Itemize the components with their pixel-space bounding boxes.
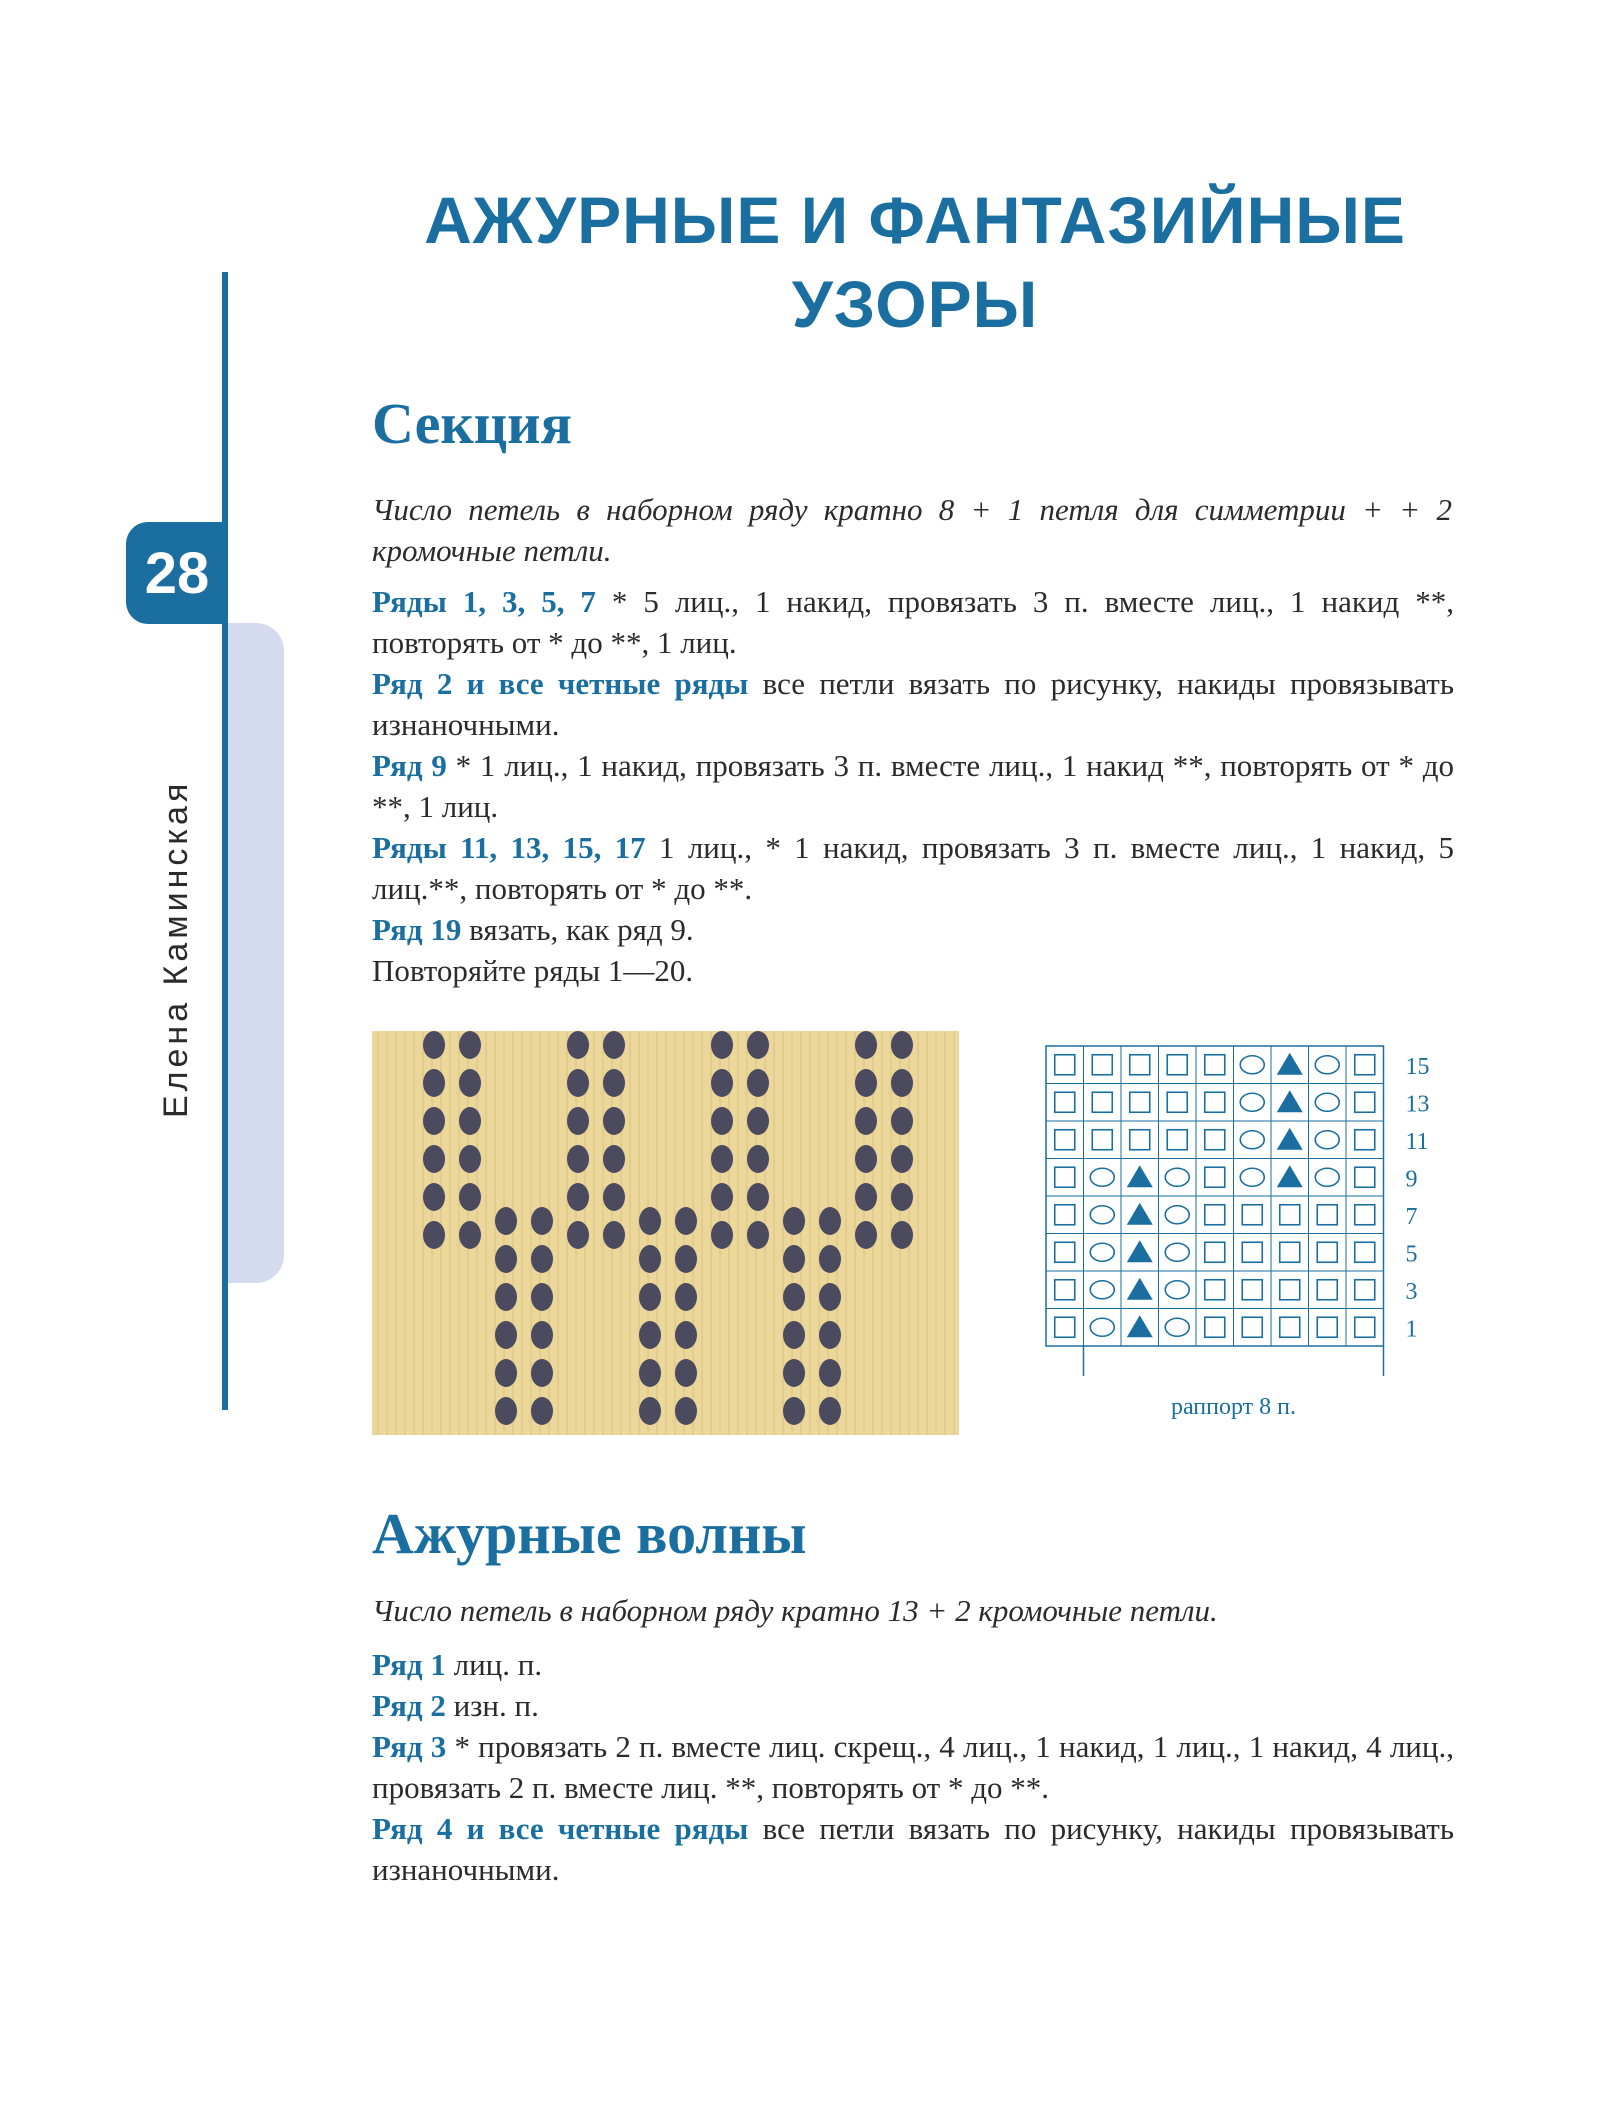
eyelet [675, 1283, 697, 1311]
yarn-over-symbol [1165, 1281, 1189, 1299]
eyelet [603, 1221, 625, 1249]
instruction-row [372, 745, 1454, 827]
k3tog-symbol [1127, 1278, 1153, 1300]
author-name: Елена Каминская [157, 779, 195, 1118]
eyelet [711, 1145, 733, 1173]
eyelet [423, 1145, 445, 1173]
pattern-instructions-sektsiya [372, 581, 1454, 991]
knit-stitch-symbol [1280, 1205, 1300, 1225]
yarn-over-symbol [1315, 1168, 1339, 1186]
eyelet [459, 1145, 481, 1173]
yarn-over-symbol [1090, 1318, 1114, 1336]
eyelet [495, 1359, 517, 1387]
knitting-sample-photo [372, 1031, 959, 1435]
instruction-row [372, 1726, 1454, 1808]
yarn-over-symbol [1315, 1131, 1339, 1149]
eyelet [855, 1031, 877, 1059]
eyelet [567, 1221, 589, 1249]
knit-stitch-symbol [1355, 1242, 1375, 1262]
knit-stitch-symbol [1167, 1130, 1187, 1150]
row-text: вязать, как ряд 9. [461, 912, 694, 947]
eyelet [783, 1283, 805, 1311]
knit-stitch-symbol [1205, 1242, 1225, 1262]
eyelet [459, 1031, 481, 1059]
row-label: Ряды 1, 3, 5, 7 [372, 584, 596, 619]
eyelet [855, 1221, 877, 1249]
eyelet [423, 1069, 445, 1097]
eyelet [495, 1245, 517, 1273]
knit-stitch-symbol [1280, 1280, 1300, 1300]
eyelet [531, 1321, 553, 1349]
eyelet [423, 1107, 445, 1135]
page-number-badge [126, 522, 228, 624]
yarn-over-symbol [1090, 1243, 1114, 1261]
section-title-azhurnye-volny: Ажурные волны [372, 1501, 807, 1566]
eyelet [531, 1397, 553, 1425]
eyelet [603, 1069, 625, 1097]
eyelet [531, 1359, 553, 1387]
k3tog-symbol [1127, 1315, 1153, 1337]
eyelet [531, 1207, 553, 1235]
section-intro-sektsiya: Число петель в наборном ряду кратно 8 + 1 петля для симметрии + + 2 кромочные петли. [372, 492, 1452, 568]
eyelet [459, 1069, 481, 1097]
knit-stitch-symbol [1055, 1092, 1075, 1112]
eyelet [819, 1283, 841, 1311]
eyelet [783, 1321, 805, 1349]
eyelet [747, 1221, 769, 1249]
section-intro-azhurnye-volny: Число петель в наборном ряду кратно 13 + 2 кромочные петли. [372, 1593, 1218, 1628]
row-text: лиц. п. [445, 1647, 543, 1682]
eyelet [711, 1069, 733, 1097]
knit-stitch-symbol [1055, 1242, 1075, 1262]
knit-stitch-symbol [1205, 1205, 1225, 1225]
eyelet [891, 1069, 913, 1097]
eyelet [459, 1183, 481, 1211]
eyelet [819, 1359, 841, 1387]
yarn-over-symbol [1315, 1093, 1339, 1111]
yarn-over-symbol [1240, 1168, 1264, 1186]
knit-stitch-symbol [1092, 1055, 1112, 1075]
eyelet [747, 1031, 769, 1059]
scheme-row-number: 3 [1405, 1278, 1418, 1305]
knit-stitch-symbol [1205, 1092, 1225, 1112]
knit-stitch-symbol [1205, 1055, 1225, 1075]
knit-stitch-symbol [1055, 1130, 1075, 1150]
scheme-row-number: 11 [1405, 1128, 1429, 1155]
eyelet [639, 1397, 661, 1425]
eyelet [639, 1359, 661, 1387]
eyelet [891, 1031, 913, 1059]
pattern-instructions-azhurnye-volny [372, 1644, 1454, 1890]
instruction-row [372, 1685, 1454, 1726]
eyelet [855, 1107, 877, 1135]
eyelet [567, 1069, 589, 1097]
knit-stitch-symbol [1092, 1130, 1112, 1150]
instruction-row [372, 827, 1454, 909]
eyelet [603, 1183, 625, 1211]
row-text: Повторяйте ряды 1—20. [372, 953, 694, 988]
scheme-repeat [1084, 1346, 1384, 1420]
knit-stitch-symbol [1092, 1092, 1112, 1112]
yarn-over-symbol [1090, 1281, 1114, 1299]
k3tog-symbol [1277, 1165, 1303, 1187]
eyelet [603, 1107, 625, 1135]
eyelet [603, 1031, 625, 1059]
page-number: 28 [144, 540, 210, 606]
eyelet [675, 1207, 697, 1235]
knit-stitch-symbol [1167, 1092, 1187, 1112]
eyelet [495, 1321, 517, 1349]
knit-stitch-symbol [1355, 1317, 1375, 1337]
row-label: Ряды 11, 13, 15, 17 [372, 830, 646, 865]
k3tog-symbol [1277, 1053, 1303, 1075]
knit-stitch-symbol [1242, 1242, 1262, 1262]
eyelet [855, 1145, 877, 1173]
eyelet [603, 1145, 625, 1173]
eyelet [855, 1069, 877, 1097]
knit-stitch-symbol [1055, 1205, 1075, 1225]
row-text: * 5 лиц., 1 накид, провязать 3 п. вместе лиц., 1 накид **, повторять от * до **, 1 лиц. [372, 584, 1454, 660]
eyelet [531, 1283, 553, 1311]
eyelet [783, 1397, 805, 1425]
knit-stitch-symbol [1317, 1280, 1337, 1300]
row-text: 1 лиц., * 1 накид, провязать 3 п. вместе лиц., 1 накид, 5 лиц.**, повторять от * до **. [372, 830, 1454, 906]
knit-stitch-symbol [1355, 1092, 1375, 1112]
row-text: все петли вязать по рисунку, накиды провязывать изнаночными. [372, 1811, 1454, 1887]
scheme-row-numbers [1406, 1054, 1430, 1343]
instruction-row [372, 1644, 1454, 1685]
eyelet [567, 1145, 589, 1173]
knit-stitch-symbol [1317, 1317, 1337, 1337]
scheme-row-number: 5 [1405, 1241, 1418, 1268]
instruction-row [372, 663, 1454, 745]
instruction-row [372, 909, 1454, 950]
row-text: все петли вязать по рисунку, накиды провязывать изнаночными. [372, 666, 1454, 742]
eyelet [819, 1245, 841, 1273]
eyelet [783, 1359, 805, 1387]
knit-stitch-symbol [1355, 1130, 1375, 1150]
eyelet [423, 1031, 445, 1059]
eyelet [423, 1183, 445, 1211]
knit-stitch-symbol [1355, 1205, 1375, 1225]
eyelet [675, 1397, 697, 1425]
row-text: * 1 лиц., 1 накид, провязать 3 п. вместе лиц., 1 накид **, повторять от * до **, 1 лиц. [372, 748, 1455, 824]
eyelet [567, 1107, 589, 1135]
yarn-over-symbol [1090, 1168, 1114, 1186]
instruction-row [372, 1808, 1454, 1890]
scheme-row-number: 15 [1405, 1053, 1430, 1080]
yarn-over-symbol [1090, 1206, 1114, 1224]
scheme-row-number: 9 [1405, 1166, 1418, 1193]
k3tog-symbol [1277, 1128, 1303, 1150]
repeat-label: раппорт 8 п. [1170, 1394, 1297, 1420]
row-text: изн. п. [445, 1688, 539, 1723]
yarn-over-symbol [1165, 1243, 1189, 1261]
eyelet [531, 1245, 553, 1273]
row-label: Ряд 2 и все четные ряды [372, 666, 749, 701]
knit-stitch-symbol [1205, 1317, 1225, 1337]
eyelet [675, 1321, 697, 1349]
row-label: Ряд 3 [372, 1729, 447, 1764]
knit-stitch-symbol [1355, 1055, 1375, 1075]
eyelet [747, 1183, 769, 1211]
eyelet [675, 1359, 697, 1387]
knit-stitch-symbol [1055, 1055, 1075, 1075]
knit-stitch-symbol [1205, 1130, 1225, 1150]
k3tog-symbol [1127, 1165, 1153, 1187]
k3tog-symbol [1127, 1240, 1153, 1262]
knit-stitch-symbol [1280, 1242, 1300, 1262]
knitting-scheme [1040, 1038, 1480, 1420]
eyelet [423, 1221, 445, 1249]
eyelet [711, 1221, 733, 1249]
row-label: Ряд 9 [372, 748, 447, 783]
chapter-title [300, 178, 1530, 346]
row-label: Ряд 4 и все четные ряды [372, 1811, 749, 1846]
eyelet [855, 1183, 877, 1211]
scheme-row-number: 1 [1405, 1316, 1418, 1343]
knit-stitch-symbol [1242, 1280, 1262, 1300]
knit-stitch-symbol [1055, 1280, 1075, 1300]
eyelet [459, 1221, 481, 1249]
eyelet [783, 1207, 805, 1235]
eyelet [783, 1245, 805, 1273]
knit-stitch-symbol [1205, 1280, 1225, 1300]
yarn-over-symbol [1240, 1056, 1264, 1074]
eyelet [495, 1207, 517, 1235]
k3tog-symbol [1277, 1090, 1303, 1112]
eyelet [639, 1321, 661, 1349]
knit-stitch-symbol [1355, 1280, 1375, 1300]
scheme-row-number: 7 [1405, 1203, 1418, 1230]
yarn-over-symbol [1165, 1168, 1189, 1186]
eyelet [747, 1069, 769, 1097]
scheme-row-number: 13 [1405, 1091, 1430, 1118]
row-label: Ряд 2 [372, 1688, 446, 1723]
eyelet [639, 1207, 661, 1235]
knit-stitch-symbol [1130, 1055, 1150, 1075]
knit-stitch-symbol [1317, 1242, 1337, 1262]
eyelet [567, 1031, 589, 1059]
knit-stitch-symbol [1317, 1205, 1337, 1225]
eyelet [675, 1245, 697, 1273]
yarn-over-symbol [1240, 1093, 1264, 1111]
knit-stitch-symbol [1355, 1167, 1375, 1187]
knit-stitch-symbol [1055, 1317, 1075, 1337]
knit-stitch-symbol [1167, 1055, 1187, 1075]
yarn-over-symbol [1165, 1206, 1189, 1224]
row-label: Ряд 1 [372, 1647, 446, 1682]
yarn-over-symbol [1240, 1131, 1264, 1149]
eyelet [819, 1397, 841, 1425]
eyelet [819, 1321, 841, 1349]
instruction-row [372, 950, 1454, 991]
knit-stitch-symbol [1242, 1317, 1262, 1337]
instruction-row [372, 581, 1454, 663]
eyelet [495, 1397, 517, 1425]
eyelet [891, 1145, 913, 1173]
eyelet [567, 1183, 589, 1211]
knit-stitch-symbol [1205, 1167, 1225, 1187]
eyelet [711, 1107, 733, 1135]
eyelet [891, 1183, 913, 1211]
scheme-grid [1046, 1046, 1384, 1346]
eyelet [747, 1145, 769, 1173]
eyelet [459, 1107, 481, 1135]
chapter-title-line-1: АЖУРНЫЕ И ФАНТАЗИЙНЫЕ [424, 183, 1406, 257]
eyelet [639, 1245, 661, 1273]
k3tog-symbol [1127, 1203, 1153, 1225]
eyelet [711, 1031, 733, 1059]
eyelet [495, 1283, 517, 1311]
knit-stitch-symbol [1280, 1317, 1300, 1337]
row-text: * провязать 2 п. вместе лиц. скрещ., 4 лиц., 1 накид, 1 лиц., 1 накид, 4 лиц., провязать 2 п. вместе лиц. **, повторять от * до **. [372, 1729, 1454, 1805]
eyelet [891, 1221, 913, 1249]
knit-stitch-symbol [1242, 1205, 1262, 1225]
knit-stitch-symbol [1130, 1092, 1150, 1112]
yarn-over-symbol [1165, 1318, 1189, 1336]
eyelet [639, 1283, 661, 1311]
eyelet [747, 1107, 769, 1135]
eyelet [819, 1207, 841, 1235]
chapter-title-line-2: УЗОРЫ [791, 267, 1039, 341]
eyelet [891, 1107, 913, 1135]
sidebar-tab [228, 623, 284, 1283]
yarn-over-symbol [1315, 1056, 1339, 1074]
knit-stitch-symbol [1130, 1130, 1150, 1150]
knit-stitch-symbol [1055, 1167, 1075, 1187]
eyelet [711, 1183, 733, 1211]
section-title-sektsiya: Секция [372, 391, 572, 456]
row-label: Ряд 19 [372, 912, 462, 947]
